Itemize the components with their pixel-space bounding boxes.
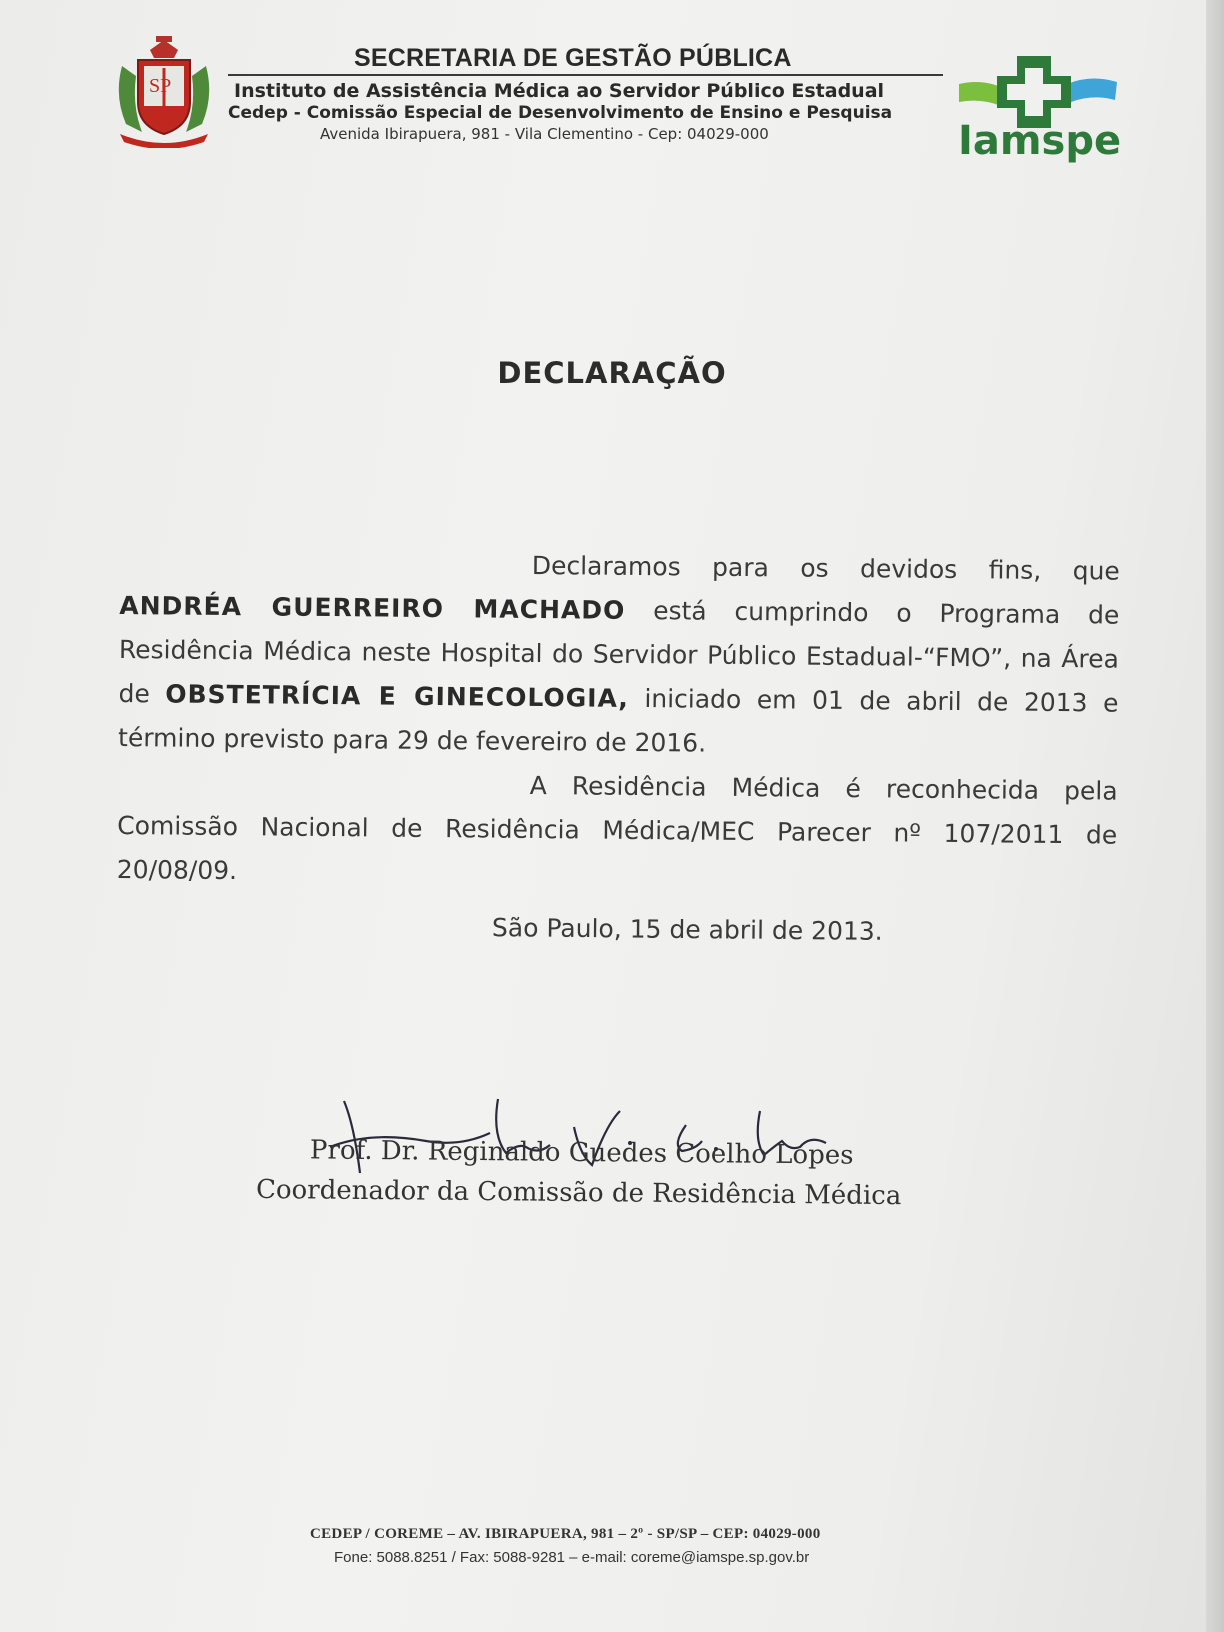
- iamspe-logo-text: Iamspe: [958, 118, 1122, 164]
- p1-intro: Declaramos para os devidos fins, que: [531, 550, 1120, 586]
- svg-text:SP: SP: [149, 75, 172, 97]
- p1-middle: está cumprindo o Programa de Residência Médica neste Hospital do Servidor Público Estadual-“FMO”, na Área de: [118, 595, 1120, 709]
- commission-name: Cedep - Comissão Especial de Desenvolvimento de Ensino e Pesquisa: [228, 103, 893, 123]
- header-title: SECRETARIA DE GESTÃO PÚBLICA: [354, 44, 792, 72]
- paragraph-1: [118, 540, 1120, 770]
- signatory-name: Prof. Dr. Reginaldo Guedes Coelho Lopes: [309, 1135, 854, 1171]
- sao-paulo-coat-of-arms-icon: [112, 36, 216, 148]
- signatory-role: Coordenador da Comissão de Residência Médica: [255, 1174, 902, 1212]
- residency-area: OBSTETRÍCIA E GINECOLOGIA,: [165, 679, 630, 713]
- p1-end: iniciado em 01 de abril de 2013 e término previsto para 29 de fevereiro de 2016.: [117, 683, 1119, 758]
- document-date: São Paulo, 15 de abril de 2013.: [491, 913, 883, 946]
- header-address: Avenida Ibirapuera, 981 - Vila Clementino - Cep: 04029-000: [320, 125, 769, 143]
- declaration-body: [117, 540, 1120, 902]
- resident-name: ANDRÉA GUERREIRO MACHADO: [119, 590, 626, 625]
- paragraph-2: A Residência Médica é reconhecida pela Comissão Nacional de Residência Médica/MEC Parecer nº 107/2011 de 20/08/09.: [116, 770, 1118, 886]
- page-edge-shadow: [1206, 0, 1224, 1632]
- footer-address: CEDEP / COREME – AV. IBIRAPUERA, 981 – 2º - SP/SP – CEP: 04029-000: [310, 1526, 821, 1542]
- letterhead: [0, 0, 1224, 180]
- document-title: DECLARAÇÃO: [497, 356, 727, 390]
- header-divider: [228, 74, 943, 76]
- footer-contact: Fone: 5088.8251 / Fax: 5088-9281 – e-mail: coreme@iamspe.sp.gov.br: [334, 1549, 810, 1566]
- institute-name: Instituto de Assistência Médica ao Servidor Público Estadual: [234, 80, 885, 102]
